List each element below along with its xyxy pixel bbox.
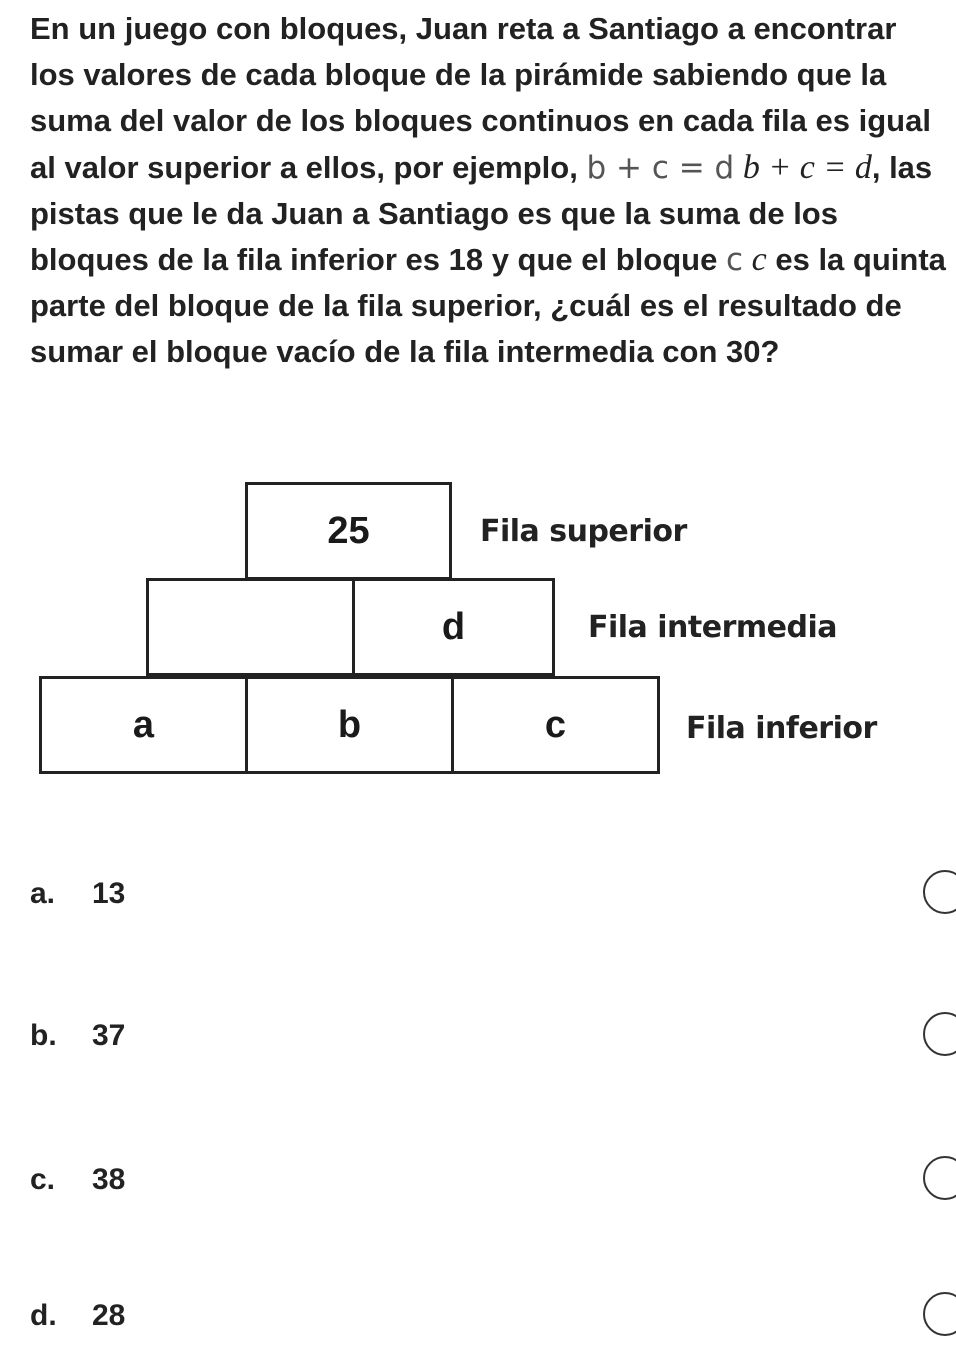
option-d-value: 28 xyxy=(92,1299,126,1332)
question-part-3: es la quinta parte del bloque de la fila superior, ¿cuál es el resultado de sumar el bloque vacío de la fila intermedia con 30? xyxy=(30,242,946,370)
equation-math: b + c = d xyxy=(742,148,872,186)
equation-plain: b + c = d xyxy=(586,149,735,186)
question-part-2: , las pistas que le da Juan a Santiago es que la suma de los bloques de la fila inferior es 18 y que el bloque xyxy=(30,149,933,278)
option-a[interactable] xyxy=(30,864,956,924)
option-c-letter: c. xyxy=(30,1163,56,1196)
option-c-radio[interactable] xyxy=(923,1156,956,1200)
label-fila-intermedia: Fila intermedia xyxy=(588,610,837,645)
variable-c-math: c xyxy=(751,241,767,279)
option-a-letter: a. xyxy=(30,877,56,910)
block-bottom-b: b xyxy=(245,676,454,774)
option-b-radio[interactable] xyxy=(923,1012,956,1056)
option-b-letter: b. xyxy=(30,1019,57,1052)
option-d-radio[interactable] xyxy=(923,1292,956,1336)
option-a-radio[interactable] xyxy=(923,870,956,914)
label-fila-inferior: Fila inferior xyxy=(686,711,877,746)
option-d-letter: d. xyxy=(30,1299,57,1332)
option-b[interactable] xyxy=(30,1006,956,1066)
block-top: 25 xyxy=(245,482,452,580)
option-d[interactable] xyxy=(30,1286,956,1346)
question-text xyxy=(30,6,948,376)
option-c[interactable] xyxy=(30,1150,956,1210)
option-a-value: 13 xyxy=(92,877,126,910)
option-b-value: 37 xyxy=(92,1019,126,1052)
variable-c-plain: c xyxy=(725,242,744,279)
block-middle-d: d xyxy=(352,578,555,676)
block-bottom-a: a xyxy=(39,676,248,774)
label-fila-superior: Fila superior xyxy=(480,514,687,549)
question-part-1: En un juego con bloques, Juan reta a Santiago a encontrar los valores de cada bloque de la pirámide sabiendo que la suma del valor de los bloques continuos en cada fila es igual al valor superior a ellos, por ejemplo, xyxy=(30,11,931,185)
option-c-value: 38 xyxy=(92,1163,126,1196)
block-middle-empty xyxy=(146,578,355,676)
block-bottom-c: c xyxy=(451,676,660,774)
